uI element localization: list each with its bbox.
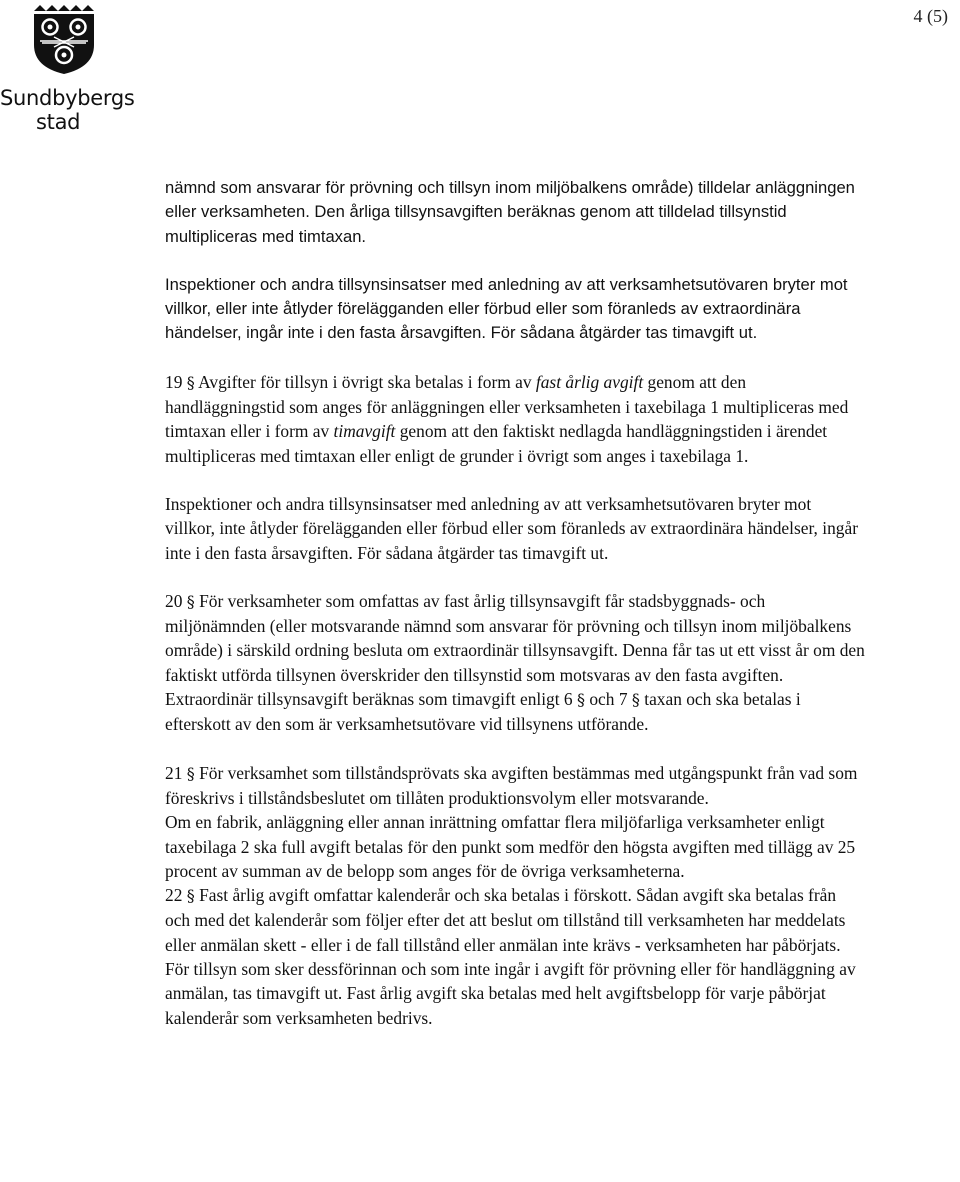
section-20-text-b: och 7: [589, 689, 628, 710]
section-19-text-c: genom att den faktiskt nedlagda handläggningstiden i ärendet multipliceras med timtaxan eller enligt de grunder i övrigt som anges i taxebilaga 1.: [165, 421, 828, 466]
section-21: [165, 761, 865, 811]
section-20-text-c: taxan och ska betalas i efterskott av den som är verksamhetsutövare vid tillsynens utförande.: [165, 689, 801, 735]
term-fixed-annual-fee: fast årlig avgift: [535, 371, 644, 392]
section-number: 22: [165, 885, 183, 906]
logo-text-line2: stad: [36, 110, 81, 134]
paragraph-multiple-activities: Om en fabrik, anläggning eller annan inrättning omfattar flera miljöfarliga verksamheter enligt taxebilaga 2 ska full avgift betalas för den punkt som medför den högsta avgiften med tillägg av 25 procent av summan av de belopp som anges för de övriga verksamheterna.: [165, 812, 856, 881]
logo-text-line1: Sundbybergs: [0, 86, 135, 110]
section-sign: §: [186, 886, 195, 906]
section-19-text-a: Avgifter för tillsyn i övrigt ska betalas i form av: [198, 371, 532, 392]
term-hourly-fee: timavgift: [333, 421, 396, 442]
coat-of-arms-icon: [30, 3, 98, 75]
section-22-text: Fast årlig avgift omfattar kalenderår och ska betalas i förskott. Sådan avgift ska betalas från och med det kalenderår som följer efter det att beslut om tillstånd till verksamheten har meddelats eller anmälan skett - eller i de fall tillstånd eller anmälan inte krävs - verksamheten har påbörjats. För tillsyn som sker dessförinnan och som inte ingår i avgift för prövning eller för handläggning av anmälan, tas timavgift ut. Fast årlig avgift ska betalas med helt avgiftsbelopp för varje påbörjat kalenderår som verksamheten bedrivs.: [165, 885, 856, 1028]
sundbyberg-logo: [0, 0, 135, 140]
section-sign: §: [186, 763, 195, 783]
section-21-text: För verksamhet som tillståndsprövats ska avgiften bestämmas med utgångspunkt från vad som föreskrivs i tillståndsbeslutet om tillåten produktionsvolym eller motsvarande.: [165, 762, 858, 808]
section-22: [165, 883, 865, 1030]
section-sign: §: [186, 591, 195, 611]
page-number: 4 (5): [913, 6, 948, 26]
paragraph-inspections-1: Inspektioner och andra tillsynsinsatser med anledning av att verksamhetsutövaren bryter mot villkor, eller inte åtlyder förelägganden eller förbud eller som föranleds av extraordinära händelser, ingår inte i den fasta årsavgiften. För sådana åtgärder tas timavgift ut.: [165, 274, 848, 343]
section-19-text-b: genom att den handläggningstid som anges för anläggningen eller verksamheten i taxebilaga 1 multipliceras med timtaxan eller i form av: [165, 371, 849, 442]
section-sign: §: [577, 690, 585, 710]
section-number: 20: [165, 590, 183, 611]
section-number: 19: [165, 371, 183, 392]
paragraph-inspections-2: Inspektioner och andra tillsynsinsatser med anledning av att verksamhetsutövaren bryter mot villkor, inte åtlyder förelägganden eller förbud eller som föranleds av extraordinära händelser, ingår inte i den fasta årsavgiften. För sådana åtgärder tas timavgift ut.: [165, 493, 858, 563]
paragraph-intro: nämnd som ansvarar för prövning och tillsyn inom miljöbalkens område) tilldelar anläggningen eller verksamheten. Den årliga tillsynsavgiften beräknas genom att tilldelad tillsynstid multipliceras med timtaxan.: [165, 178, 855, 246]
section-sign: §: [186, 372, 195, 392]
section-20-text-a: För verksamheter som omfattas av fast årlig tillsynsavgift får stadsbyggnads- och miljönämnden (eller motsvarande nämnd som ansvarar för prövning och tillsyn inom miljöbalkens område) i särskild ordning besluta om extraordinär tillsynsavgift. Denna får tas ut ett visst år om den faktiskt utförda tillsynen överskrider den tillsynstid som motsvaras av den fasta avgiften. Extraordinär tillsynsavgift beräknas som timavgift enligt 6: [165, 590, 865, 710]
section-20: [165, 589, 865, 737]
section-19: [165, 370, 865, 468]
section-number: 21: [165, 762, 183, 783]
document-body: [165, 176, 865, 1030]
section-sign: §: [631, 690, 640, 710]
